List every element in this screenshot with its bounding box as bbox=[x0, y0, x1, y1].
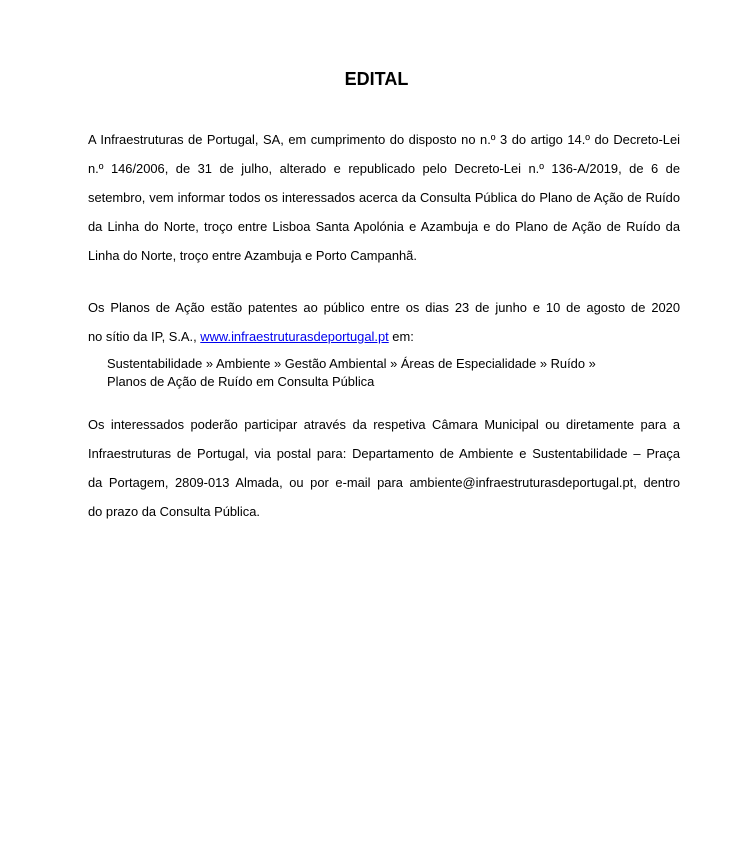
intro-line-2: n.º 146/2006, de 31 de julho, alterado e republicado pelo Decreto-Lei n.º 136-A/2019, de 6 de bbox=[88, 161, 680, 176]
participation-line-1: Os interessados poderão participar através da respetiva Câmara Municipal ou diretamente para a bbox=[88, 417, 680, 432]
paragraph-consultation bbox=[88, 293, 680, 351]
site-path bbox=[88, 355, 680, 390]
participation-line-3: da Portagem, 2809-013 Almada, ou por e-mail para ambiente@infraestruturasdeportugal.pt, dentro bbox=[88, 475, 680, 490]
paragraph-intro bbox=[88, 125, 680, 270]
intro-line-3: setembro, vem informar todos os interessados acerca da Consulta Pública do Plano de Ação de Ruído bbox=[88, 190, 680, 205]
ip-website-link[interactable]: www.infraestruturasdeportugal.pt bbox=[200, 329, 389, 344]
intro-line-5: Linha do Norte, troço entre Azambuja e Porto Campanhã. bbox=[88, 248, 417, 263]
paragraph-participation bbox=[88, 410, 680, 526]
site-path-line-2: Planos de Ação de Ruído em Consulta Pública bbox=[107, 373, 375, 389]
participation-line-2: Infraestruturas de Portugal, via postal para: Departamento de Ambiente e Sustentabilidade – Praça bbox=[88, 446, 680, 461]
site-path-line-1: Sustentabilidade » Ambiente » Gestão Ambiental » Áreas de Especialidade » Ruído » bbox=[107, 356, 596, 371]
document-title: EDITAL bbox=[344, 69, 409, 89]
intro-line-1: A Infraestruturas de Portugal, SA, em cumprimento do disposto no n.º 3 do artigo 14.º do Decreto-Lei bbox=[88, 132, 680, 147]
participation-line-4: do prazo da Consulta Pública. bbox=[88, 504, 260, 519]
intro-line-4: da Linha do Norte, troço entre Lisboa Santa Apolónia e Azambuja e do Plano de Ação de Ruído da bbox=[88, 219, 680, 234]
consultation-line-2 bbox=[88, 322, 680, 351]
document-body bbox=[0, 125, 680, 526]
consultation-line-1: Os Planos de Ação estão patentes ao público entre os dias 23 de junho e 10 de agosto de 2020 bbox=[88, 300, 680, 315]
consultation-text-after-link: em: bbox=[388, 329, 414, 344]
consultation-text-before-link: no sítio da IP, S.A., bbox=[88, 329, 201, 344]
